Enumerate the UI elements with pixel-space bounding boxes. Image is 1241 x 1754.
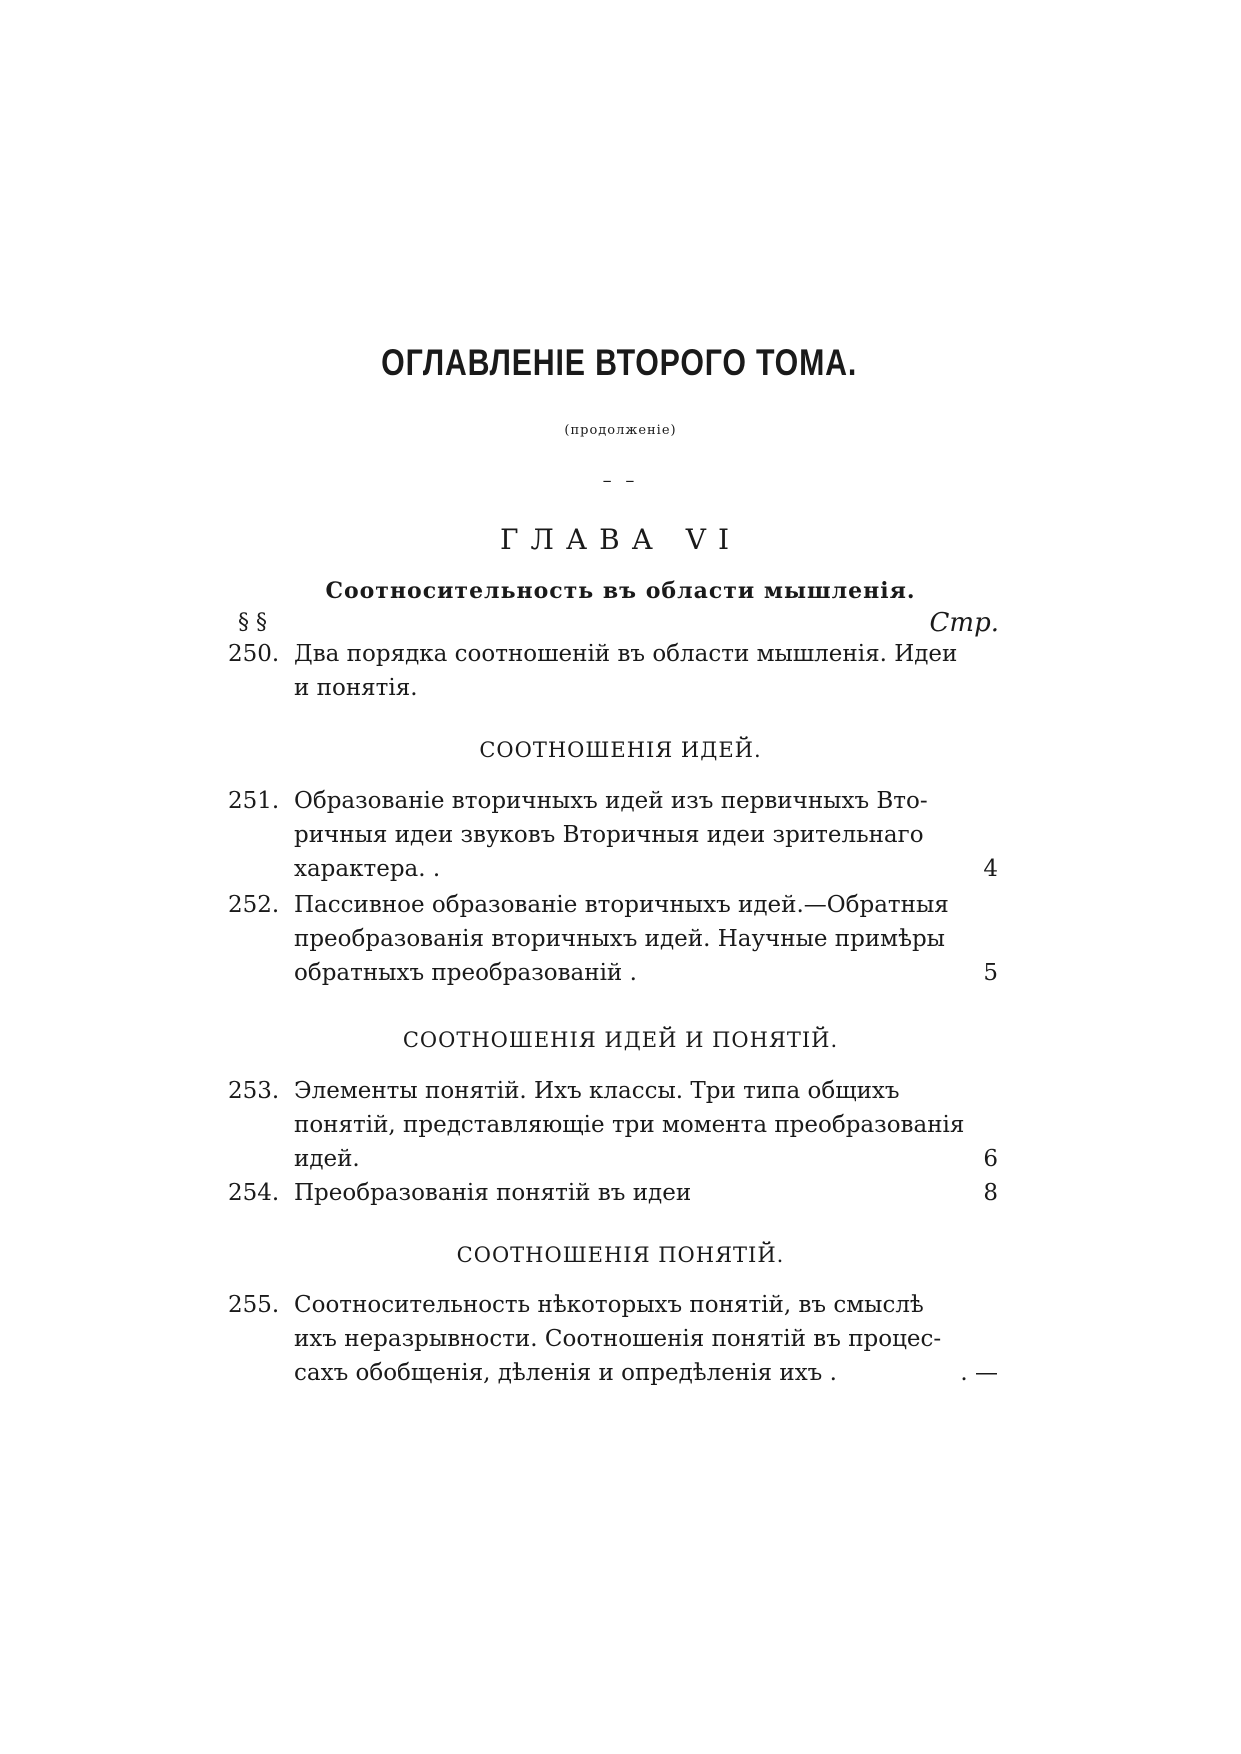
- section-heading-ideas: СООТНОШЕНІЯ ИДЕЙ.: [479, 738, 762, 762]
- entry-number: 255.: [228, 1292, 280, 1318]
- entry-line: и понятія.: [294, 675, 418, 701]
- page-title: ОГЛАВЛЕНІЕ ВТОРОГО ТОМА.: [381, 342, 858, 383]
- entry-text: [294, 1288, 970, 1390]
- entry-line: сахъ обобщенія, дѣленія и опредѣленія ихъ .: [294, 1360, 837, 1386]
- entry-text: [294, 1074, 970, 1176]
- divider: – –: [602, 470, 639, 491]
- toc-entry-255: [228, 1288, 998, 1390]
- entry-text: [294, 1176, 970, 1210]
- entry-line: идей.: [294, 1146, 360, 1172]
- toc-entry-250: [228, 637, 998, 705]
- chapter-title: Соотносительность въ области мышленія.: [325, 578, 916, 604]
- entry-line: преобразованія вторичныхъ идей. Научные примѣры: [294, 926, 945, 952]
- section-heading-ideas-concepts: СООТНОШЕНІЯ ИДЕЙ И ПОНЯТІЙ.: [402, 1028, 839, 1052]
- entry-number: 252.: [228, 892, 280, 918]
- entry-line: ихъ неразрывности. Соотношенія понятій въ процес-: [294, 1326, 942, 1352]
- entry-line: Два порядка соотношеній въ области мышленія. Идеи: [294, 641, 958, 667]
- entry-text: [294, 637, 970, 705]
- toc-entry-251: [228, 784, 998, 886]
- section-column-header: § §: [238, 610, 267, 635]
- toc-entry-252: [228, 888, 998, 990]
- toc-entry-253: [228, 1074, 998, 1176]
- entry-number: 254.: [228, 1180, 280, 1206]
- entry-number: 250.: [228, 641, 280, 667]
- toc-entry-254: [228, 1176, 998, 1210]
- chapter-heading: ГЛАВА VI: [499, 523, 742, 556]
- entry-text: [294, 888, 970, 990]
- entry-line: Преобразованія понятій въ идеи: [294, 1180, 692, 1206]
- entry-line: Элементы понятій. Ихъ классы. Три типа общихъ: [294, 1078, 900, 1104]
- entry-line: Соотносительность нѣкоторыхъ понятій, въ смыслѣ: [294, 1292, 924, 1318]
- entry-line: характера. .: [294, 856, 441, 882]
- entry-page-number: 4: [983, 856, 998, 882]
- entry-line: Пассивное образованіе вторичныхъ идей.—Обратныя: [294, 892, 949, 918]
- section-heading-concepts: СООТНОШЕНІЯ ПОНЯТІЙ.: [456, 1243, 785, 1267]
- entry-text: [294, 784, 970, 886]
- entry-page-number: 8: [983, 1180, 998, 1206]
- entry-number: 251.: [228, 788, 280, 814]
- entry-page-number: 6: [983, 1146, 998, 1172]
- entry-page-number: . —: [960, 1360, 998, 1386]
- entry-line: понятій, представляющіе три момента преобразованія: [294, 1112, 965, 1138]
- entry-line: обратныхъ преобразованій .: [294, 960, 637, 986]
- entry-page-number: 5: [983, 960, 998, 986]
- entry-number: 253.: [228, 1078, 280, 1104]
- entry-line: ричныя идеи звуковъ Вторичныя идеи зрительнаго: [294, 822, 924, 848]
- subtitle: (продолженіе): [564, 423, 677, 438]
- page-column-header: Стр.: [929, 608, 999, 638]
- entry-line: Образованіе вторичныхъ идей изъ первичныхъ Вто-: [294, 788, 928, 814]
